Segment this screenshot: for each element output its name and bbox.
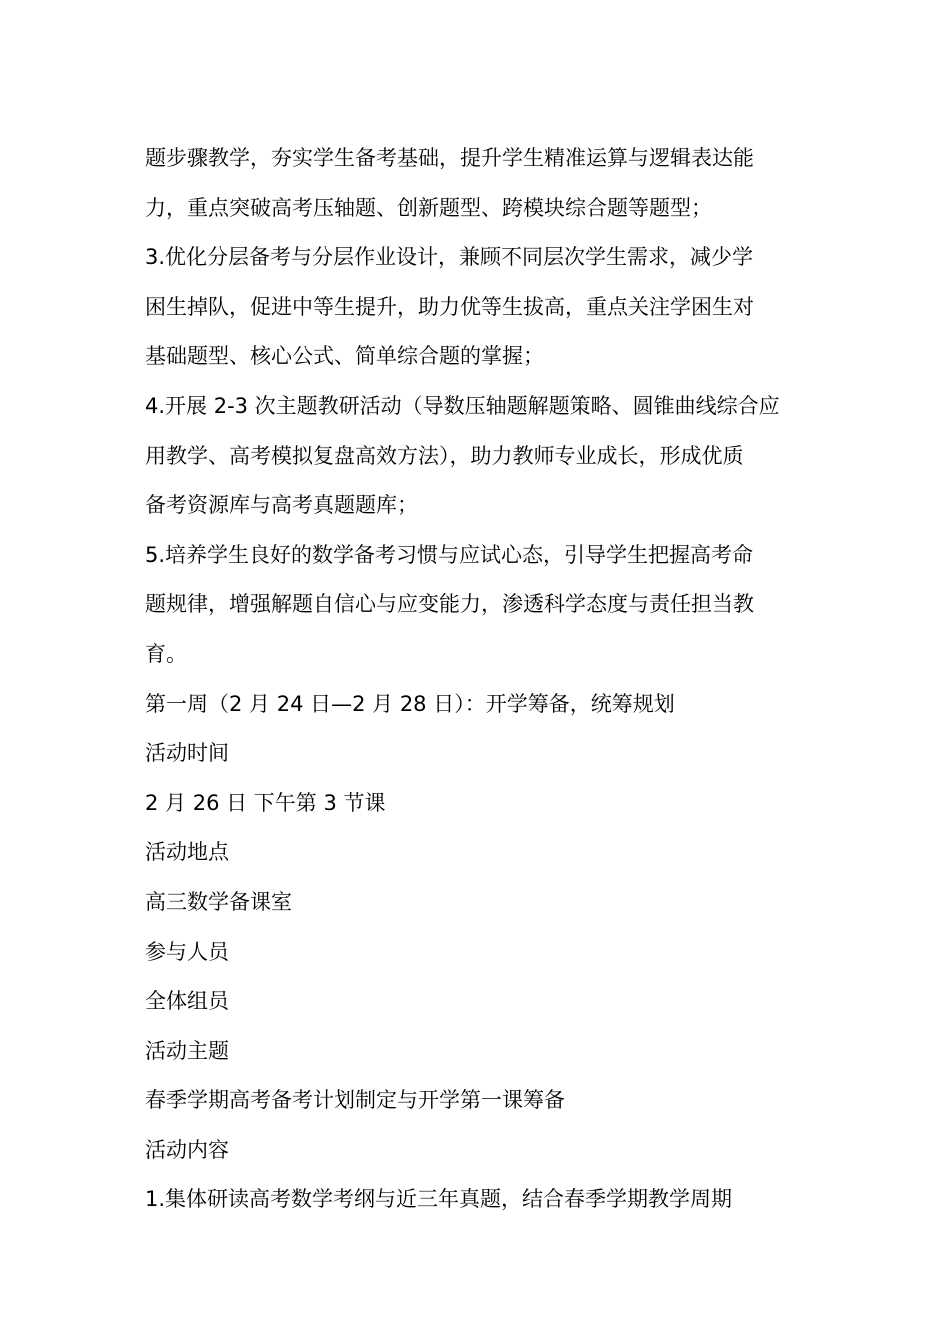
field-label: 活动主题 [145, 1038, 229, 1063]
text-line: 题步骤教学，夯实学生备考基础，提升学生精准运算与逻辑表达能 [145, 146, 754, 170]
field-value: 2 月 26 日 下午第 3 节课 [145, 790, 386, 815]
document-body [145, 134, 810, 1225]
text-line: 备考资源库与高考真题题库； [145, 493, 418, 518]
text-line: 用教学、高考模拟复盘高效方法），助力教师专业成长，形成优质 [145, 443, 744, 468]
field-label: 活动地点 [145, 840, 229, 865]
text-line: 1.集体研读高考数学考纲与近三年真题，结合春季学期教学周期 [145, 1187, 733, 1212]
text-line: 困生掉队，促进中等生提升，助力优等生拔高，重点关注学困生对 [145, 294, 754, 319]
text-line: 育。 [145, 641, 187, 666]
text-line: 3.优化分层备考与分层作业设计，兼顾不同层次学生需求，减少学 [145, 245, 754, 270]
field-label: 活动内容 [145, 1137, 229, 1162]
field-label: 活动时间 [145, 741, 229, 766]
text-line: 题规律，增强解题自信心与应变能力，渗透科学态度与责任担当教 [145, 592, 754, 617]
text-line: 4.开展 2-3 次主题教研活动（导数压轴题解题策略、圆锥曲线综合应 [145, 393, 780, 418]
field-value: 高三数学备课室 [145, 889, 292, 914]
text-line: 5.培养学生良好的数学备考习惯与应试心态，引导学生把握高考命 [145, 542, 754, 567]
field-label: 参与人员 [145, 939, 229, 964]
field-value: 全体组员 [145, 989, 229, 1014]
text-line: 基础题型、核心公式、简单综合题的掌握； [145, 344, 544, 369]
week-heading: 第一周（2 月 24 日—2 月 28 日）：开学筹备，统筹规划 [145, 691, 675, 716]
field-value: 春季学期高考备考计划制定与开学第一课筹备 [145, 1088, 565, 1113]
text-line: 力，重点突破高考压轴题、创新题型、跨模块综合题等题型； [145, 195, 712, 220]
